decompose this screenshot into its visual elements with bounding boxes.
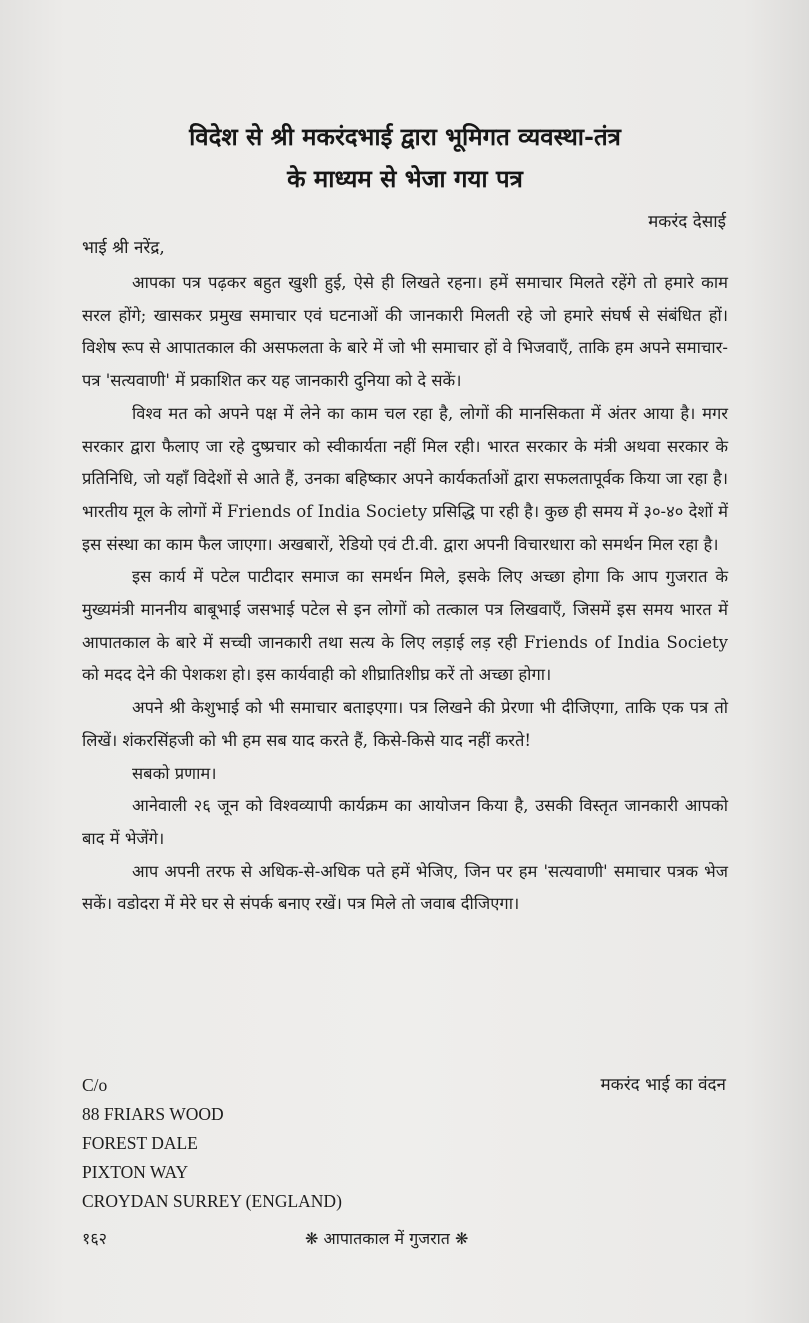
paragraph-6: आनेवाली २६ जून को विश्वव्यापी कार्यक्रम का आयोजन किया है, उसकी विस्तृत जानकारी आपको बाद में भेजेंगे। [82, 796, 728, 848]
paragraph-2: विश्व मत को अपने पक्ष में लेने का काम चल रहा है, लोगों की मानसिकता में अंतर आया है। मगर सरकार द्वारा फैलाए जा रहे दुष्प्रचार को स्वीकार्यता नहीं मिल रही। भारत सरकार के मंत्री अथवा सरकार के प्रतिनिधि, जो यहाँ विदेशों से आते हैं, उनका बहिष्कार अपने कार्यकर्ताओं द्वारा सफलतापूर्वक किया जा रहा है। भारतीय मूल के लोगों में Friends of India Society प्रसिद्धि पा रही है। कुछ ही समय में ३०-४० देशों में इस संस्था का काम फैल जाएगा। अखबारों, रेडियो एवं टी.वी. द्वारा अपनी विचारधारा को समर्थन मिल रहा है। [82, 403, 728, 554]
address-line: PIXTON WAY [82, 1162, 189, 1182]
running-footer: ❋ आपातकाल में गुजरात ❋ [305, 1229, 469, 1248]
paragraph-4: अपने श्री केशुभाई को भी समाचार बताइएगा। पत्र लिखने की प्रेरणा भी दीजिएगा, ताकि एक पत्र तो लिखें। शंकरसिंहजी को भी हम सब याद करते हैं, किसे-किसे याद नहीं करते! [82, 698, 728, 750]
letter-title-line-2: के माध्यम से भेजा गया पत्र [287, 164, 523, 193]
address-line: CROYDAN SURREY (ENGLAND) [82, 1191, 342, 1211]
sender-address [82, 1071, 342, 1216]
letter-body [82, 267, 728, 921]
paragraph-7: आप अपनी तरफ से अधिक-से-अधिक पते हमें भेजिए, जिन पर हम 'सत्यवाणी' समाचार पत्रक भेज सकें। वडोदरा में मेरे घर से संपर्क बनाए रखें। पत्र मिले तो जवाब दीजिएगा। [82, 861, 728, 914]
letter-greeting: भाई श्री नरेंद्र, [82, 238, 165, 258]
address-line: 88 FRIARS WOOD [82, 1104, 224, 1124]
letter-title-line-1: विदेश से श्री मकरंदभाई द्वारा भूमिगत व्यवस्था-तंत्र [189, 122, 621, 151]
author-name: मकरंद देसाई [648, 212, 726, 232]
address-line: FOREST DALE [82, 1133, 198, 1153]
paragraph-1: आपका पत्र पढ़कर बहुत खुशी हुई, ऐसे ही लिखते रहना। हमें समाचार मिलते रहेंगे तो हमारे काम सरल होंगे; खासकर प्रमुख समाचार एवं घटनाओं की जानकारी मिलती रहे जो हमारे संघर्ष से संबंधित हों। विशेष रूप से आपातकाल की असफलता के बारे में जो भी समाचार हों वे भिजवाएँ, ताकि हम अपने समाचार-पत्र 'सत्यवाणी' में प्रकाशित कर यह जानकारी दुनिया को दे सकें। [82, 273, 728, 391]
paragraph-3: इस कार्य में पटेल पाटीदार समाज का समर्थन मिले, इसके लिए अच्छा होगा कि आप गुजरात के मुख्यमंत्री माननीय बाबूभाई जसभाई पटेल से इन लोगों को तत्काल पत्र लिखवाएँ, जिसमें इस समय भारत में आपातकाल के बारे में सच्ची जानकारी तथा सत्य के लिए लड़ाई लड़ रही Friends of India Society को मदद देने की पेशकश हो। इस कार्यवाही को शीघ्रातिशीघ्र करें तो अच्छा होगा। [82, 567, 728, 685]
page-number: १६२ [82, 1229, 107, 1248]
address-line: C/o [82, 1075, 108, 1095]
paragraph-5: सबको प्रणाम। [132, 763, 217, 783]
letter-signoff: मकरंद भाई का वंदन [600, 1075, 726, 1095]
